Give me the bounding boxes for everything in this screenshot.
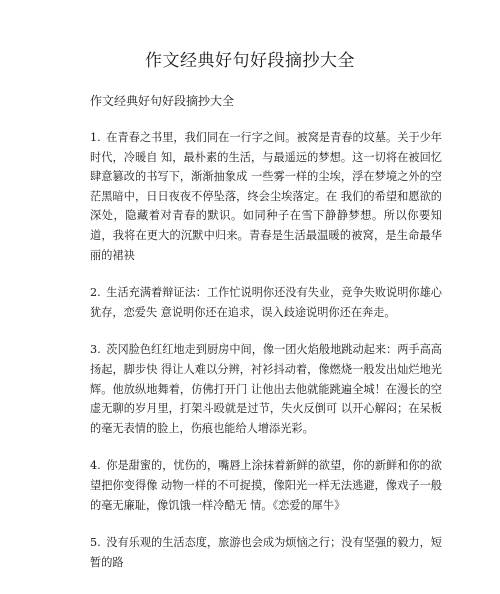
- paragraph: [90, 533, 442, 572]
- paragraph-text: 在青春之书里，我们同在一行字之间。被窝是青春的坟墓。关于少年时代，冷暖自 知，最朴素的生活，与最遥远的梦想。这一切将在被回忆肆意篡改的书写下，渐渐抽象成 一些雾一样的尘埃，浮在梦境之外的空茫黑暗中，日日夜夜不停坠落，终会尘埃落定。在 我们的希望和愿欲的深处，隐藏着对青春的默识。如同种子在雪下静静梦想。所以你要知 道，我将在更大的沉默中归来。青春是生活最温暖的被窝，是生命最华丽的裙袂: [90, 131, 442, 262]
- paragraph-number: 5.: [90, 536, 101, 550]
- paragraph-text: 没有乐观的生活态度，旅游也会成为烦恼之行；没有坚强的毅力，短暂的路: [90, 536, 442, 569]
- paragraph: [90, 283, 442, 322]
- document-subtitle: 作文经典好句好段摘抄大全: [90, 94, 235, 108]
- paragraph: [90, 128, 442, 265]
- document-title: 作文经典好句好段摘抄大全: [145, 51, 355, 71]
- paragraph: [90, 340, 442, 438]
- paragraph-number: 1.: [90, 131, 101, 144]
- paragraph-text: 茨冈脸色红红地走到厨房中间，像一团火焰般地跳动起来：两手高高扬起，脚步快 得让人难以分辨，衬衫抖动着，像燃烧一般发出灿烂地光辉。他放纵地舞着，仿佛打开门 让他出去他就能跳遍全城！在漫长的空虚无聊的岁月里，打架斗殴就是过节，失火反倒可 以开心解闷；在呆板的毫无表情的脸上，伤痕也能给人增添光彩。: [90, 343, 442, 435]
- paragraph-number: 2.: [90, 286, 101, 300]
- paragraph-text: 你是甜蜜的，忧伤的，嘴唇上涂抹着新鲜的欲望，你的新鲜和你的欲望把你变得像 动物一样的不可捉摸，像阳光一样无法逃避，像戏子一般的毫无廉耻，像饥饿一样冷酷无 情。《恋爱的犀牛》: [90, 459, 442, 512]
- paragraph-text: 生活充满着辩证法：工作忙说明你还没有失业，竞争失败说明你雄心犹存，恋爱失 意说明你还在追求，误入歧途说明你还在奔走。: [90, 286, 442, 319]
- paragraph-number: 4.: [90, 459, 101, 473]
- paragraph-number: 3.: [90, 343, 101, 357]
- paragraph-list: [90, 128, 442, 590]
- paragraph: [90, 456, 442, 515]
